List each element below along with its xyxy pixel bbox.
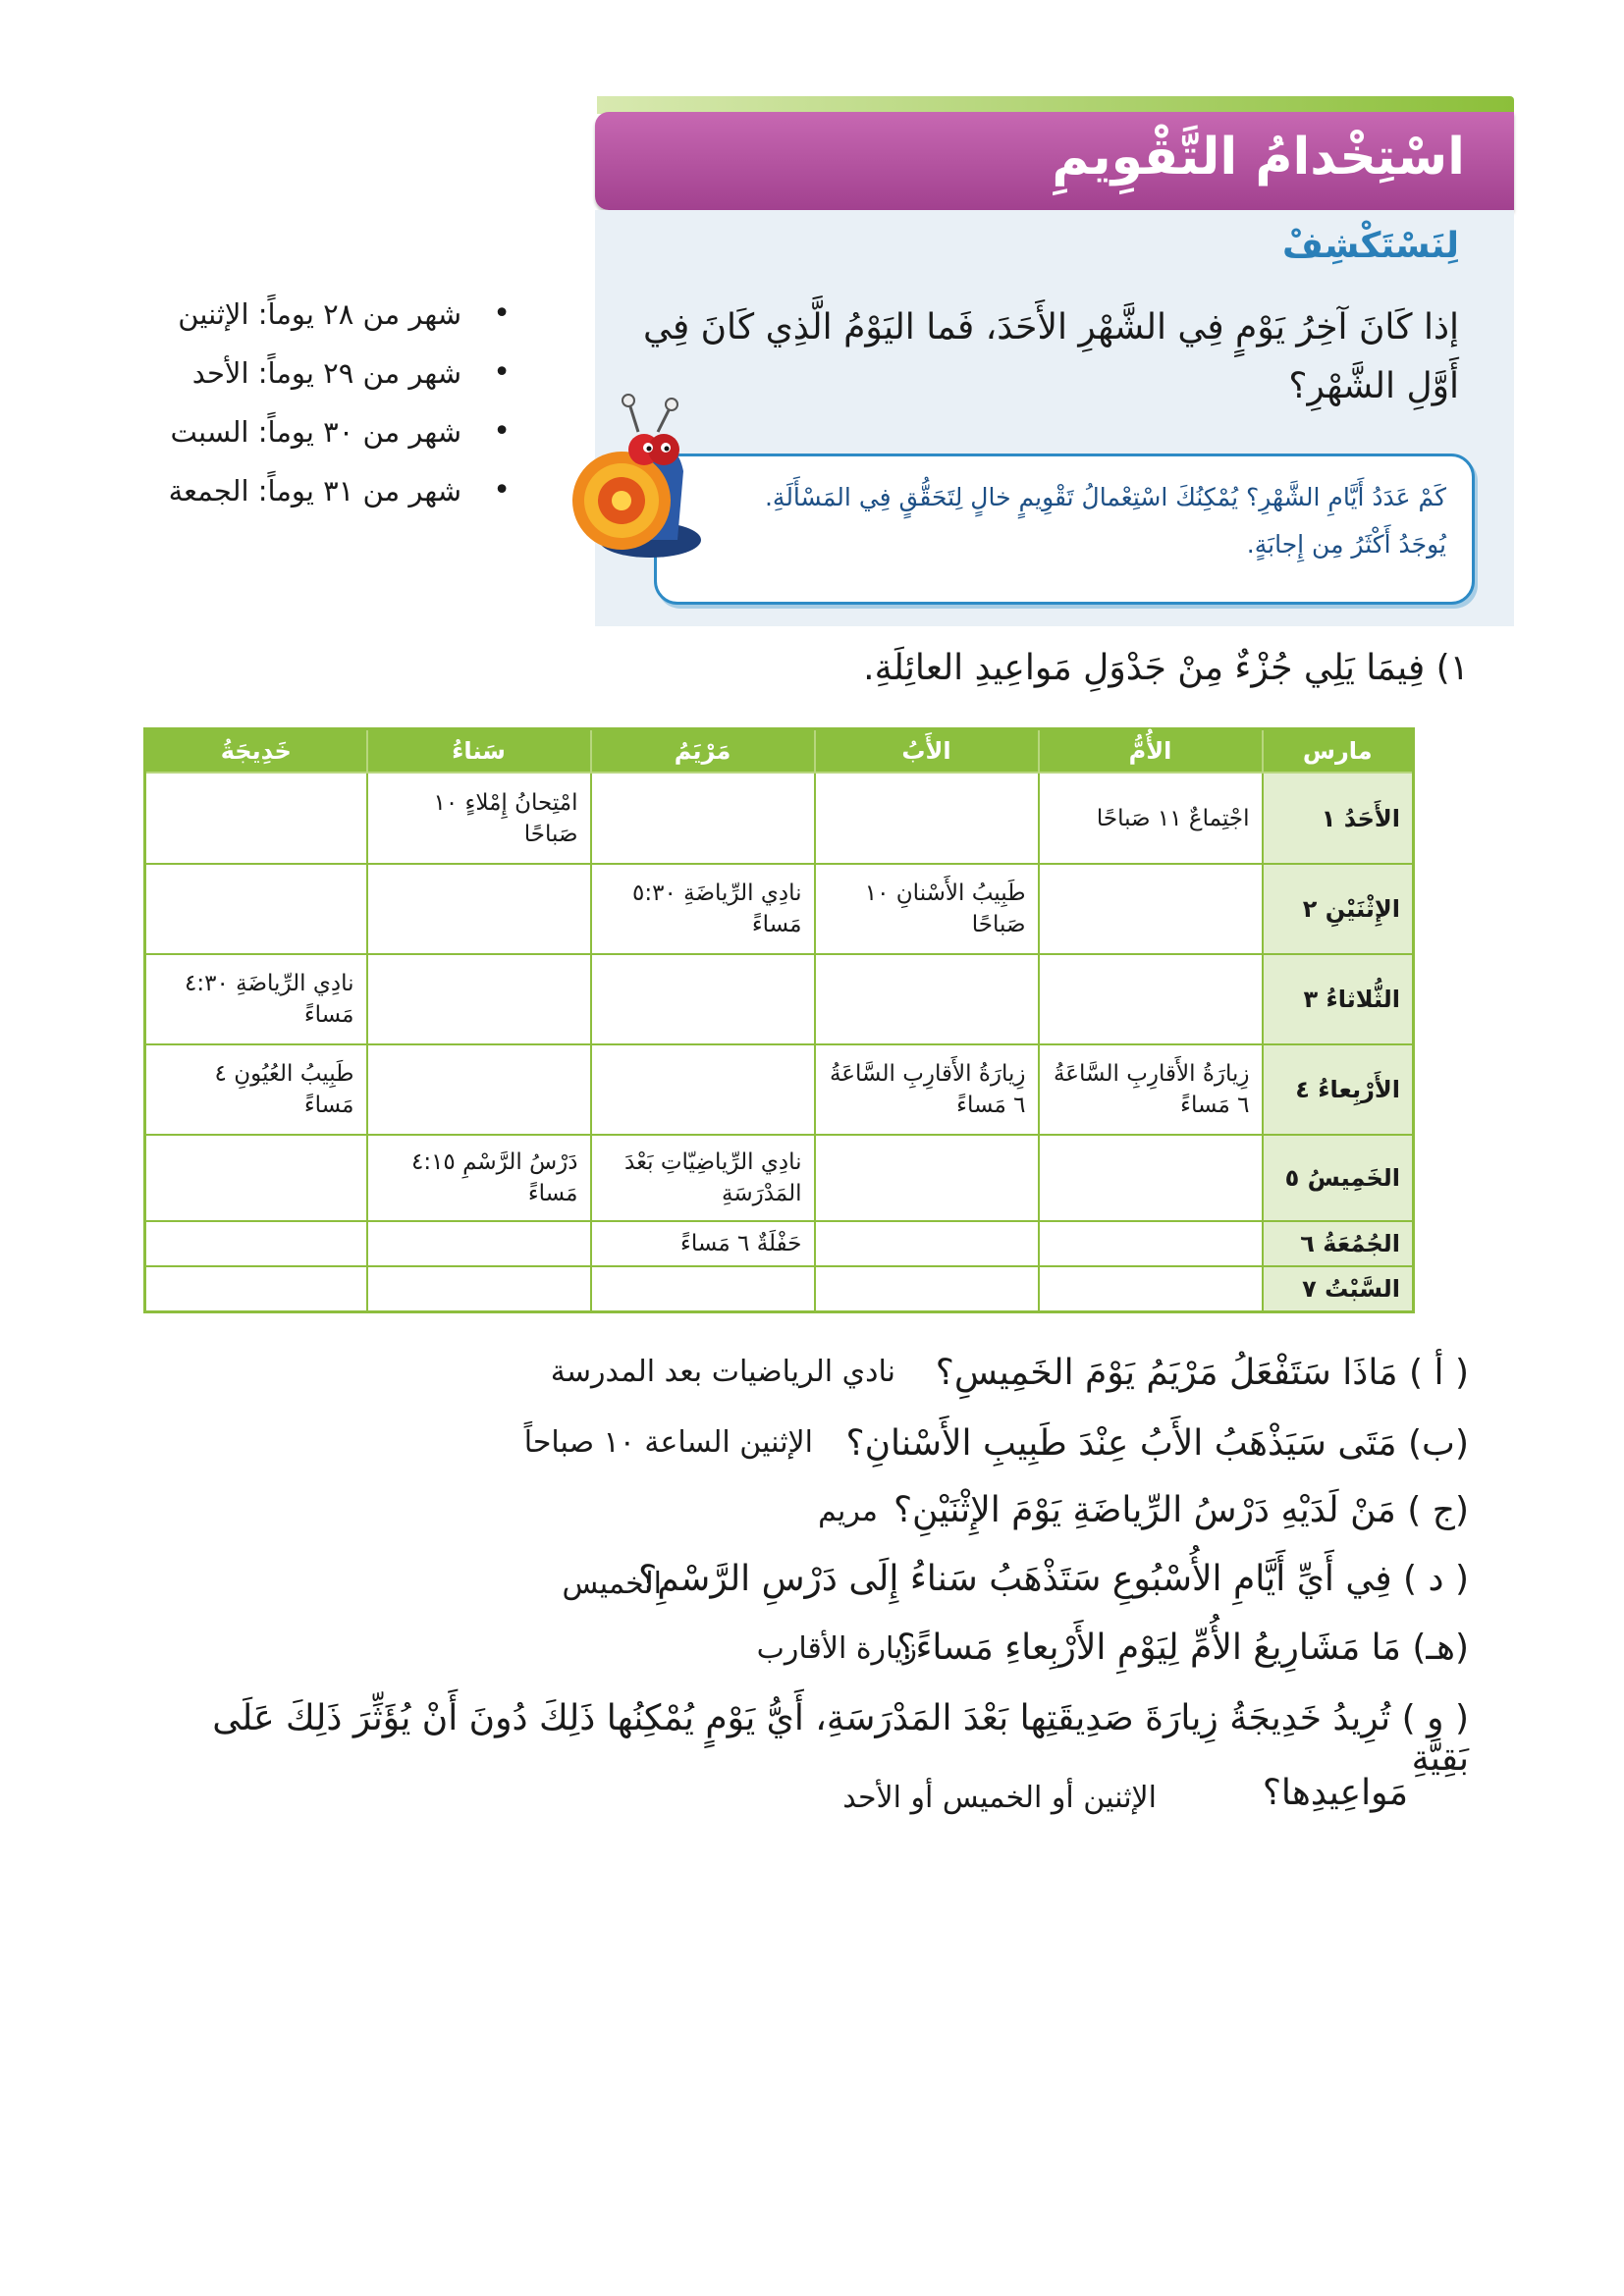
bullet-icon: • <box>493 414 511 449</box>
table-cell <box>815 954 1039 1044</box>
day-cell: السَّبْتُ ٧ <box>1263 1266 1414 1312</box>
answer-a: نادي الرياضيات بعد المدرسة <box>550 1355 895 1389</box>
explore-panel <box>595 210 1514 626</box>
table-cell <box>591 1266 815 1312</box>
subquestion-c: (ج ) مَنْ لَدَيْهِ دَرْسُ الرِّياضَةِ يَوْمَ الإِثْنَيْنِ؟ <box>893 1490 1469 1530</box>
answer-b: الإثنين الساعة ١٠ صباحاً <box>523 1425 813 1460</box>
answer-c: مريم <box>818 1494 878 1528</box>
table-cell <box>815 1221 1039 1266</box>
subquestion-d: ( د ) فِي أَيِّ أَيَّامِ الأُسْبُوعِ سَتَذْهَبُ سَناءُ إِلَى دَرْسِ الرَّسْمِ؟ <box>638 1559 1469 1599</box>
list-item: • شهر من ٣١ يوماً: الجمعة <box>118 461 511 520</box>
table-row <box>145 1044 1414 1135</box>
table-cell <box>815 1135 1039 1221</box>
day-cell: الجُمُعَةُ ٦ <box>1263 1221 1414 1266</box>
table-cell <box>1039 1135 1263 1221</box>
answer-f: الإثنين أو الخميس أو الأحد <box>842 1781 1157 1815</box>
table-header-row <box>145 729 1414 774</box>
table-cell: نادِي الرِّياضِيّاتِ بَعْدَ المَدْرَسَةِ <box>591 1135 815 1221</box>
table-cell <box>1039 864 1263 954</box>
bullet-icon: • <box>493 473 511 507</box>
table-cell <box>367 954 591 1044</box>
bullet-icon: • <box>493 355 511 390</box>
question-1-intro: ١) فِيمَا يَلِي جُزْءٌ مِنْ جَدْوَلِ مَواعِيدِ العائِلَةِ. <box>863 648 1469 688</box>
subquestion-f: ( و ) تُرِيدُ خَدِيجَةُ زِيارَةَ صَدِيقَتِها بَعْدَ المَدْرَسَةِ، أَيُّ يَوْمٍ يُمْكِنُها ذَلِكَ دُونَ أَنْ يُؤَثِّرَ ذَلِكَ عَلَى بَقِيَّةِ <box>212 1698 1469 1779</box>
day-cell: الأَرْبِعاءُ ٤ <box>1263 1044 1414 1135</box>
table-cell <box>145 1221 367 1266</box>
side-answers-list <box>118 285 511 520</box>
explore-question: إذا كَانَ آخِرُ يَوْمٍ فِي الشَّهْرِ الأَحَدَ، فَما اليَوْمُ الَّذِي كَانَ فِي أَوَّلِ الشَّهْرِ؟ <box>642 307 1459 406</box>
table-cell: حَفْلَةٌ ٦ مَساءً <box>591 1221 815 1266</box>
table-cell <box>367 864 591 954</box>
list-item: • شهر من ٣٠ يوماً: السبت <box>118 402 511 461</box>
table-cell <box>815 773 1039 864</box>
table-row <box>145 1221 1414 1266</box>
table-cell: نادِي الرِّياضَةِ ٤:٣٠ مَساءً <box>145 954 367 1044</box>
table-row <box>145 864 1414 954</box>
subquestion-e: (هـ) مَا مَشَارِيعُ الأُمِّ لِيَوْمِ الأَرْبِعاءِ مَساءً؟ <box>896 1628 1469 1668</box>
table-cell: زِيارَةُ الأَقارِبِ السَّاعَةُ ٦ مَساءً <box>1039 1044 1263 1135</box>
day-cell: الأَحَدُ ١ <box>1263 773 1414 864</box>
column-header: الأُمُّ <box>1039 729 1263 774</box>
column-header: مارس <box>1263 729 1414 774</box>
lesson-title: اسْتِخْدامُ التَّقْوِيمِ <box>1052 128 1465 187</box>
table-cell <box>591 954 815 1044</box>
answer-e: زيارة الأقارب <box>756 1631 917 1666</box>
list-item: • شهر من ٢٨ يوماً: الإثنين <box>118 285 511 344</box>
day-cell: الإِثْنَيْنِ ٢ <box>1263 864 1414 954</box>
table-cell <box>367 1044 591 1135</box>
table-cell <box>145 1135 367 1221</box>
table-cell <box>1039 1266 1263 1312</box>
table-cell <box>367 1221 591 1266</box>
table-cell <box>815 1266 1039 1312</box>
table-cell <box>1039 1221 1263 1266</box>
table-cell: طَبِيبُ الأَسْنانِ ١٠ صَباحًا <box>815 864 1039 954</box>
day-cell: الثُّلاثاءُ ٣ <box>1263 954 1414 1044</box>
day-cell: الخَمِيسُ ٥ <box>1263 1135 1414 1221</box>
table-cell <box>591 773 815 864</box>
table-cell <box>591 1044 815 1135</box>
subquestion-f-continued: مَواعِيدِها؟ <box>1262 1773 1408 1813</box>
hint-text: كَمْ عَدَدُ أَيَّامِ الشَّهْرِ؟ يُمْكِنُكَ اسْتِعْمالُ تَقْوِيمٍ خالٍ لِتَحَقُّقٍ فِي المَسْأَلَةِ. يُوجَدُ أَكْثَرُ مِن إِجابَةٍ. <box>764 483 1446 559</box>
snail-mascot-icon <box>568 393 715 579</box>
bullet-icon: • <box>493 296 511 331</box>
family-schedule-table <box>143 727 1415 1313</box>
table-row <box>145 1135 1414 1221</box>
column-header: الأَبُ <box>815 729 1039 774</box>
lesson-banner <box>595 112 1514 210</box>
table-cell: اجْتِماعٌ ١١ صَباحًا <box>1039 773 1263 864</box>
list-item: • شهر من ٢٩ يوماً: الأحد <box>118 344 511 402</box>
subquestion-b: (ب) مَتَى سَيَذْهَبُ الأَبُ عِنْدَ طَبِيبِ الأَسْنانِ؟ <box>845 1423 1469 1464</box>
column-header: سَناءُ <box>367 729 591 774</box>
table-cell: طَبِيبُ العُيُونِ ٤ مَساءً <box>145 1044 367 1135</box>
column-header: مَرْيَمُ <box>591 729 815 774</box>
table-row <box>145 773 1414 864</box>
table-cell: نادِي الرِّياضَةِ ٥:٣٠ مَساءً <box>591 864 815 954</box>
table-cell <box>367 1266 591 1312</box>
explore-heading: لِنَسْتَكْشِفْ <box>1282 226 1459 266</box>
column-header: خَدِيجَةُ <box>145 729 367 774</box>
subquestion-a: ( أ ) مَاذَا سَتَفْعَلُ مَرْيَمُ يَوْمَ الخَمِيسِ؟ <box>935 1353 1469 1393</box>
table-cell <box>145 1266 367 1312</box>
table-row <box>145 1266 1414 1312</box>
table-cell: زِيارَةُ الأَقارِبِ السَّاعَةُ ٦ مَساءً <box>815 1044 1039 1135</box>
table-cell <box>145 773 367 864</box>
answer-d: الخميس <box>562 1567 662 1601</box>
table-cell <box>1039 954 1263 1044</box>
table-cell <box>145 864 367 954</box>
table-cell: امْتِحانُ إِمْلاءٍ ١٠ صَباحًا <box>367 773 591 864</box>
table-row <box>145 954 1414 1044</box>
hint-box <box>654 454 1475 605</box>
table-cell: دَرْسُ الرَّسْمِ ٤:١٥ مَساءً <box>367 1135 591 1221</box>
